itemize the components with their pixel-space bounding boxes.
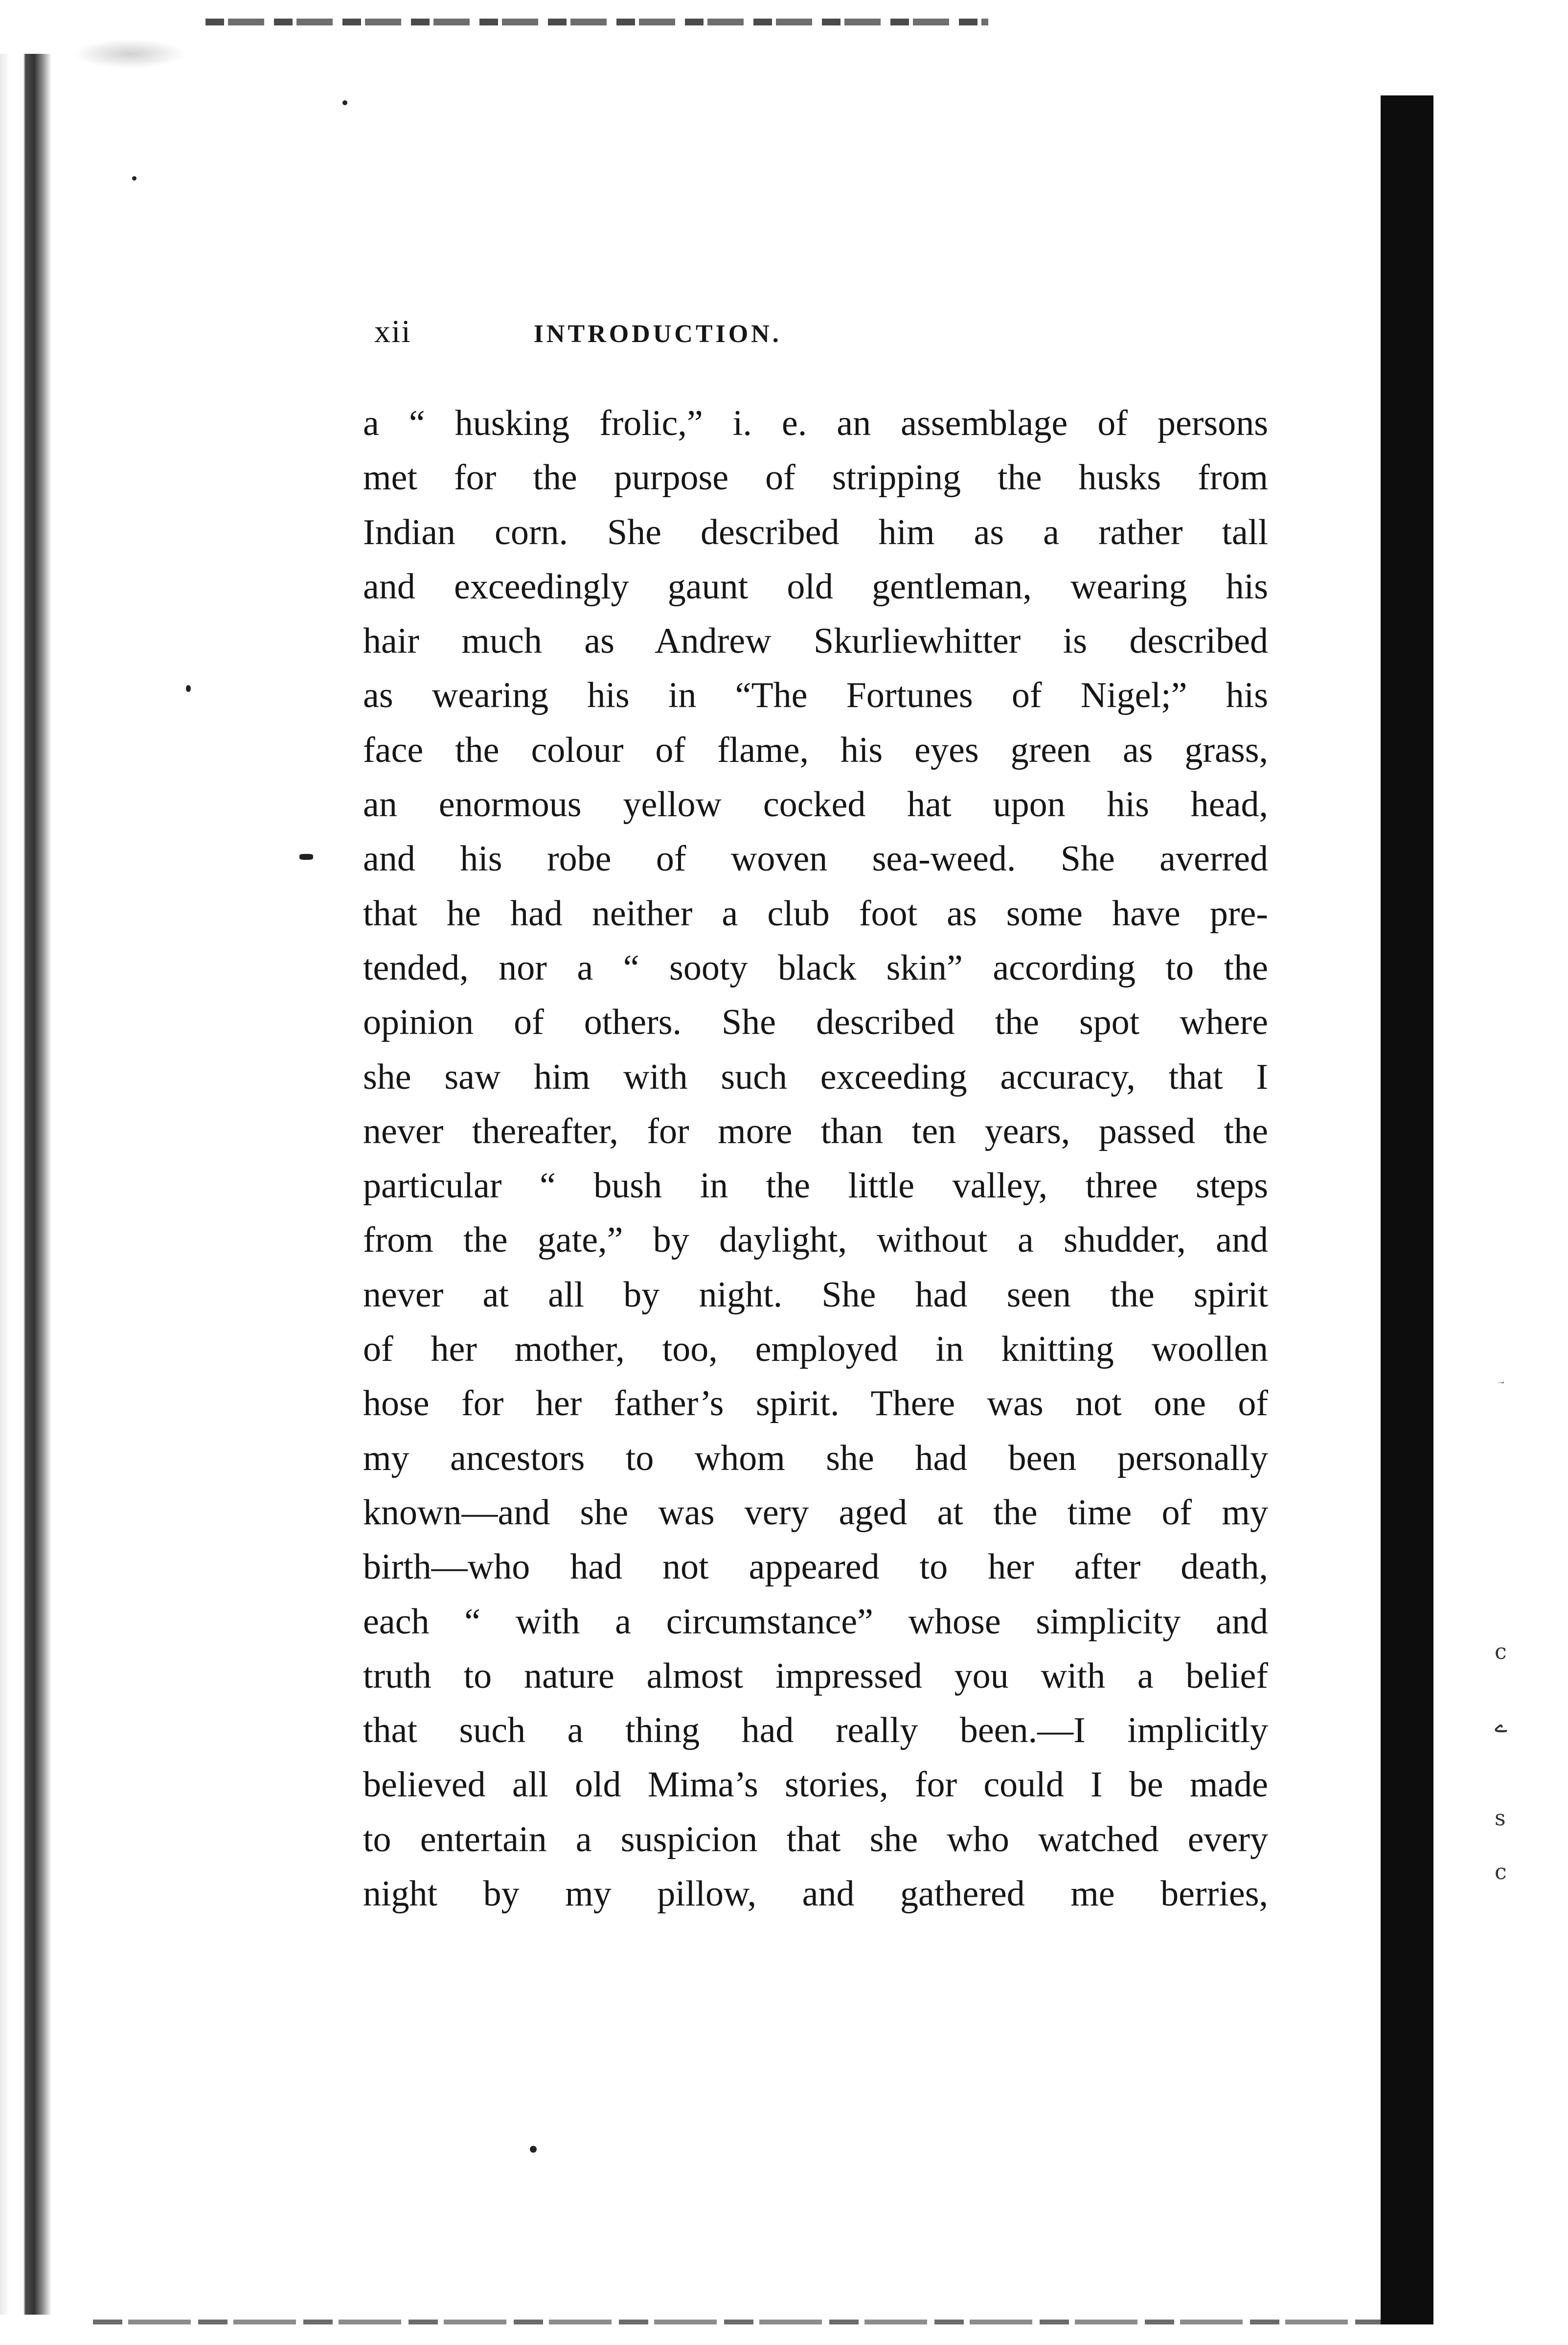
top-page-edge <box>205 19 988 25</box>
text-line: each “ with a circumstance” whose simplicity and <box>363 1601 1268 1642</box>
page-number: xii <box>374 314 411 349</box>
text-line: face the colour of flame, his eyes green as grass, <box>363 730 1268 770</box>
bleed-letter-4: s <box>1495 1806 1506 1831</box>
text-line: hair much as Andrew Skurliewhitter is described <box>363 621 1268 662</box>
text-line: and his robe of woven sea-weed. She averred <box>363 839 1268 879</box>
text-line: hose for her father’s spirit. There was not one of <box>363 1383 1268 1424</box>
body-text <box>363 396 1268 1921</box>
bleed-letter-5: c <box>1495 1860 1507 1885</box>
text-line: that such a thing had really been.—I implicitly <box>363 1710 1268 1751</box>
text-line: an enormous yellow cocked hat upon his head, <box>363 784 1268 825</box>
text-line: never at all by night. She had seen the spirit <box>363 1274 1268 1315</box>
text-line: of her mother, too, employed in knitting woollen <box>363 1329 1268 1370</box>
text-line: my ancestors to whom she had been personally <box>363 1438 1268 1478</box>
ink-mark <box>299 854 313 860</box>
binding-shadow <box>0 54 73 2315</box>
section-title: INTRODUCTION. <box>533 320 782 348</box>
text-line: from the gate,” by daylight, without a shudder, and <box>363 1220 1268 1261</box>
ink-speck <box>530 2146 537 2153</box>
facing-page-shadow <box>1381 95 1433 2324</box>
text-line: known—and she was very aged at the time of my <box>363 1492 1268 1533</box>
text-line: believed all old Mima’s stories, for could I be made <box>363 1765 1268 1805</box>
top-left-smudge <box>73 39 186 69</box>
text-line: Indian corn. She described him as a rather tall <box>363 512 1268 552</box>
text-line: tended, nor a “ sooty black skin” according to the <box>363 947 1268 988</box>
bleed-letter-2: c <box>1495 1639 1507 1664</box>
text-line: a “ husking frolic,” i. e. an assemblage of persons <box>363 403 1268 443</box>
text-line: night by my pillow, and gathered me berries, <box>363 1874 1268 1914</box>
text-line: she saw him with such exceeding accuracy, that I <box>363 1057 1268 1097</box>
text-line: never thereafter, for more than ten years, passed the <box>363 1111 1268 1151</box>
running-head <box>374 313 961 357</box>
text-line: particular “ bush in the little valley, three steps <box>363 1166 1268 1206</box>
bottom-page-edge <box>93 2320 1414 2324</box>
ink-speck <box>186 685 191 692</box>
text-line: to entertain a suspicion that she who watched every <box>363 1819 1268 1860</box>
right-margin <box>1433 0 1568 2345</box>
ink-speck <box>132 176 136 181</box>
text-line: opinion of others. She described the spot where <box>363 1002 1268 1043</box>
text-line: and exceedingly gaunt old gentleman, wearing his <box>363 566 1268 607</box>
text-line: birth—who had not appeared to her after death, <box>363 1547 1268 1587</box>
text-line: met for the purpose of stripping the husks from <box>363 458 1268 498</box>
text-line: truth to nature almost impressed you with a belief <box>363 1655 1268 1696</box>
text-line: as wearing his in “The Fortunes of Nigel;” his <box>363 675 1268 716</box>
bleed-letter-3: ے <box>1495 1713 1507 1738</box>
text-line: that he had neither a club foot as some have pre- <box>363 893 1268 934</box>
ink-speck <box>342 100 347 105</box>
